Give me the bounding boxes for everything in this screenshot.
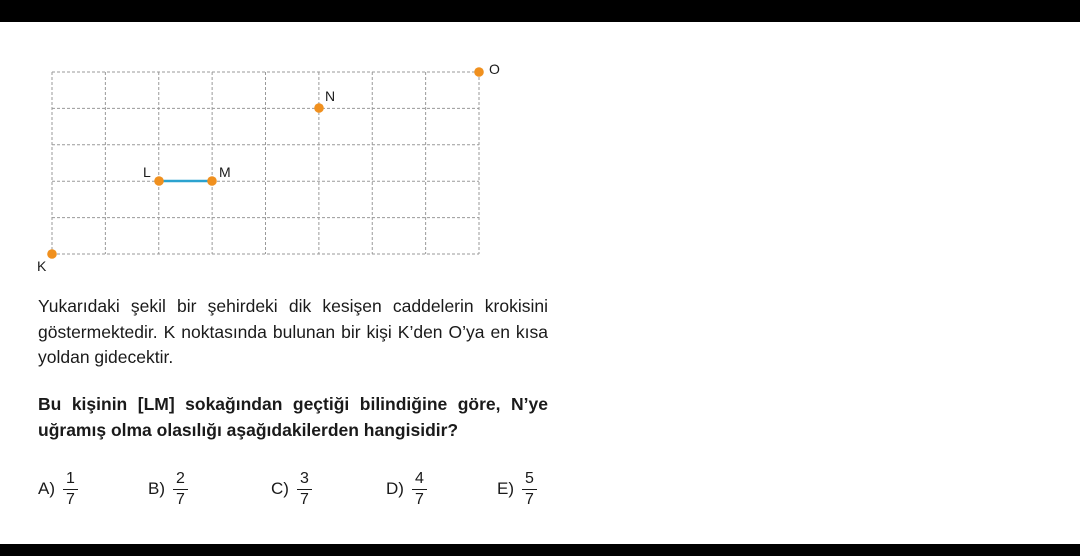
option-e-fraction <box>522 470 537 509</box>
label-o: O <box>489 61 500 77</box>
option-a-fraction <box>63 470 78 509</box>
option-c-letter: C) <box>271 479 289 498</box>
option-d-letter: D) <box>386 479 404 498</box>
option-c-denominator: 7 <box>299 490 309 508</box>
problem-text: Yukarıdaki şekil bir şehirdeki dik kesişen caddelerin krokisini göstermektedir. K noktasında bulunan bir kişi K’den O’ya en kısa yoldan gidecektir. <box>38 296 548 367</box>
label-n: N <box>325 88 336 104</box>
option-d-denominator: 7 <box>414 490 424 508</box>
option-a-denominator: 7 <box>66 490 75 508</box>
option-b-denominator: 7 <box>176 490 185 508</box>
option-c-fraction <box>297 470 312 509</box>
option-d[interactable] <box>386 467 427 511</box>
option-c-numerator: 3 <box>297 470 312 490</box>
question-text: Bu kişinin [LM] sokağından geçtiği bilindiğine göre, N’ye uğramış olma olasılığı aşağıdakilerden hangisidir? <box>38 394 548 440</box>
bottom-black-bar <box>0 544 1080 556</box>
option-b-letter: B) <box>148 479 165 498</box>
option-b-fraction <box>173 470 188 509</box>
point-k <box>47 249 57 259</box>
option-a[interactable] <box>38 467 78 511</box>
label-l: L <box>143 164 151 180</box>
label-m: M <box>219 164 231 180</box>
option-e-numerator: 5 <box>522 470 537 490</box>
label-k: K <box>37 258 47 274</box>
option-e[interactable] <box>497 467 537 511</box>
option-a-letter: A) <box>38 479 55 498</box>
grid-lines <box>52 72 479 254</box>
point-m <box>207 176 217 186</box>
option-e-denominator: 7 <box>525 490 534 508</box>
point-l <box>154 176 164 186</box>
point-n <box>314 103 324 113</box>
option-b-numerator: 2 <box>173 470 188 490</box>
point-o <box>474 67 484 77</box>
option-e-letter: E) <box>497 479 514 498</box>
option-c[interactable] <box>271 467 312 511</box>
option-d-fraction <box>412 470 427 509</box>
option-d-numerator: 4 <box>412 470 427 490</box>
option-b[interactable] <box>148 467 188 511</box>
option-a-numerator: 1 <box>63 470 78 490</box>
